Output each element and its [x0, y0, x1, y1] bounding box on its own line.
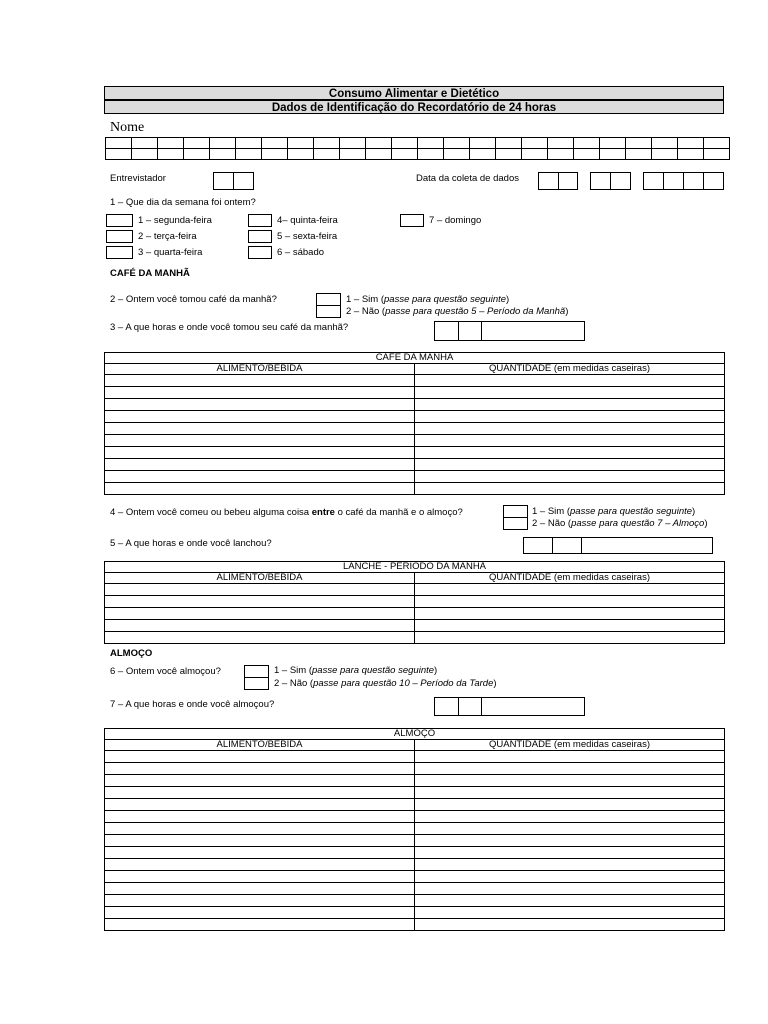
quantity-cell[interactable]: [415, 763, 725, 775]
q3-hour-box-1[interactable]: [434, 321, 459, 341]
table-row: [105, 411, 725, 423]
nome-cell[interactable]: [600, 149, 626, 160]
nome-cell[interactable]: [418, 149, 444, 160]
food-cell[interactable]: [105, 823, 415, 835]
quantity-cell[interactable]: [415, 584, 725, 596]
nome-cell[interactable]: [262, 138, 288, 149]
nome-cell[interactable]: [236, 149, 262, 160]
entrevistador-box-2[interactable]: [233, 172, 254, 190]
q6-checkbox-nao[interactable]: [244, 677, 269, 690]
quantity-cell[interactable]: [415, 823, 725, 835]
nome-cell[interactable]: [262, 149, 288, 160]
nome-cell[interactable]: [626, 138, 652, 149]
quantity-cell[interactable]: [415, 459, 725, 471]
nome-cell[interactable]: [210, 149, 236, 160]
nome-cell[interactable]: [132, 138, 158, 149]
food-cell[interactable]: [105, 859, 415, 871]
cafe-section-heading: CAFÉ DA MANHÃ: [110, 268, 190, 279]
quantity-cell[interactable]: [415, 919, 725, 931]
table-row: [105, 596, 725, 608]
nome-cell[interactable]: [496, 149, 522, 160]
table-row: [105, 751, 725, 763]
q1-checkbox-5[interactable]: [248, 230, 272, 243]
nome-cell[interactable]: [678, 138, 704, 149]
nome-cell[interactable]: [210, 138, 236, 149]
q7-text: 7 – A que horas e onde você almoçou?: [110, 699, 275, 710]
nome-cell[interactable]: [574, 138, 600, 149]
nome-cell[interactable]: [158, 149, 184, 160]
nome-cell[interactable]: [340, 138, 366, 149]
nome-cell[interactable]: [314, 149, 340, 160]
food-cell[interactable]: [105, 883, 415, 895]
q1-text: 1 – Que dia da semana foi ontem?: [110, 197, 256, 208]
quantity-cell[interactable]: [415, 483, 725, 495]
table-row: [105, 584, 725, 596]
nome-cell[interactable]: [652, 138, 678, 149]
quantity-cell[interactable]: [415, 787, 725, 799]
nome-grid: [105, 137, 730, 160]
nome-cell[interactable]: [600, 138, 626, 149]
quantity-cell[interactable]: [415, 811, 725, 823]
food-cell[interactable]: [105, 895, 415, 907]
q4-checkbox-nao[interactable]: [503, 517, 528, 530]
nome-cell[interactable]: [184, 149, 210, 160]
table-cafe-title: CAFÉ DA MANHÃ: [105, 353, 725, 364]
table-row: [105, 859, 725, 871]
table-row: [105, 907, 725, 919]
quantity-cell[interactable]: [415, 387, 725, 399]
quantity-cell[interactable]: [415, 859, 725, 871]
table-row: [105, 375, 725, 387]
q5-hour-box-2[interactable]: [552, 537, 582, 554]
quantity-cell[interactable]: [415, 447, 725, 459]
data-day-box-1[interactable]: [538, 172, 559, 190]
q7-place-box[interactable]: [481, 697, 585, 716]
table-row: [105, 435, 725, 447]
data-year-box-4[interactable]: [703, 172, 724, 190]
table-row: [105, 459, 725, 471]
nome-cell[interactable]: [392, 138, 418, 149]
table-lanche: [104, 561, 725, 644]
food-cell[interactable]: [105, 423, 415, 435]
quantity-cell[interactable]: [415, 895, 725, 907]
food-cell[interactable]: [105, 763, 415, 775]
table-row: [105, 471, 725, 483]
food-cell[interactable]: [105, 584, 415, 596]
table-row: [105, 423, 725, 435]
q7-hour-box-1[interactable]: [434, 697, 459, 716]
q4-option-nao: 2 – Não (passe para questão 7 – Almoço): [532, 518, 708, 529]
quantity-cell[interactable]: [415, 399, 725, 411]
food-cell[interactable]: [105, 775, 415, 787]
table-row: [105, 823, 725, 835]
nome-cell[interactable]: [626, 149, 652, 160]
quantity-cell[interactable]: [415, 799, 725, 811]
nome-cell[interactable]: [184, 138, 210, 149]
table-row: [105, 775, 725, 787]
nome-cell[interactable]: [652, 149, 678, 160]
q1-checkbox-2[interactable]: [106, 230, 133, 243]
nome-cell[interactable]: [444, 138, 470, 149]
q1-option-3: 3 – quarta-feira: [138, 247, 203, 258]
nome-cell[interactable]: [236, 138, 262, 149]
food-cell[interactable]: [105, 632, 415, 644]
food-cell[interactable]: [105, 435, 415, 447]
food-cell[interactable]: [105, 811, 415, 823]
food-cell[interactable]: [105, 387, 415, 399]
q5-place-box[interactable]: [581, 537, 713, 554]
nome-cell[interactable]: [704, 138, 730, 149]
nome-cell[interactable]: [366, 138, 392, 149]
data-year-box-2[interactable]: [663, 172, 684, 190]
data-day-box-2[interactable]: [558, 172, 578, 190]
q1-checkbox-1[interactable]: [106, 214, 133, 227]
q2-checkbox-nao[interactable]: [316, 305, 341, 318]
table-row: [105, 447, 725, 459]
quantity-cell[interactable]: [415, 847, 725, 859]
nome-cell[interactable]: [106, 138, 132, 149]
table-cafe: [104, 352, 725, 495]
nome-cell[interactable]: [548, 138, 574, 149]
quantity-cell[interactable]: [415, 411, 725, 423]
nome-cell[interactable]: [704, 149, 730, 160]
nome-cell[interactable]: [288, 149, 314, 160]
nome-cell[interactable]: [158, 138, 184, 149]
food-cell[interactable]: [105, 459, 415, 471]
quantity-cell[interactable]: [415, 632, 725, 644]
food-cell[interactable]: [105, 620, 415, 632]
food-cell[interactable]: [105, 751, 415, 763]
data-year-box-1[interactable]: [643, 172, 664, 190]
entrevistador-box-1[interactable]: [213, 172, 234, 190]
table-row: [105, 871, 725, 883]
nome-cell[interactable]: [548, 149, 574, 160]
table-lanche-col1: ALIMENTO/BEBIDA: [105, 573, 415, 584]
table-row: [105, 632, 725, 644]
table-row: [105, 799, 725, 811]
q2-text: 2 – Ontem você tomou café da manhã?: [110, 294, 277, 305]
q1-option-1: 1 – segunda-feira: [138, 215, 212, 226]
food-cell[interactable]: [105, 787, 415, 799]
quantity-cell[interactable]: [415, 471, 725, 483]
quantity-cell[interactable]: [415, 375, 725, 387]
food-cell[interactable]: [105, 871, 415, 883]
nome-cell[interactable]: [288, 138, 314, 149]
nome-cell[interactable]: [496, 138, 522, 149]
food-cell[interactable]: [105, 907, 415, 919]
table-row: [105, 895, 725, 907]
form-title: Consumo Alimentar e Dietético: [104, 86, 724, 100]
quantity-cell[interactable]: [415, 871, 725, 883]
form-subtitle: Dados de Identificação do Recordatório de 24 horas: [104, 100, 724, 114]
nome-label: Nome: [110, 120, 145, 135]
q3-text: 3 – A que horas e onde você tomou seu café da manhã?: [110, 322, 349, 333]
q4-text: 4 – Ontem você comeu ou bebeu alguma coisa entre o café da manhã e o almoço?: [110, 507, 463, 518]
nome-cell[interactable]: [340, 149, 366, 160]
q6-text: 6 – Ontem você almoçou?: [110, 666, 221, 677]
food-cell[interactable]: [105, 835, 415, 847]
table-row: [105, 387, 725, 399]
almoco-section-heading: ALMOÇO: [110, 648, 153, 659]
quantity-cell[interactable]: [415, 775, 725, 787]
food-cell[interactable]: [105, 411, 415, 423]
food-cell[interactable]: [105, 471, 415, 483]
q1-option-7: 7 – domingo: [429, 215, 482, 226]
q5-text: 5 – A que horas e onde você lanchou?: [110, 538, 272, 549]
food-cell[interactable]: [105, 799, 415, 811]
nome-cell[interactable]: [444, 149, 470, 160]
table-row: [105, 620, 725, 632]
table-row: [105, 483, 725, 495]
q4-option-sim: 1 – Sim (passe para questão seguinte): [532, 506, 696, 517]
table-row: [105, 919, 725, 931]
nome-cell[interactable]: [522, 149, 548, 160]
table-almoco: [104, 728, 725, 931]
quantity-cell[interactable]: [415, 620, 725, 632]
nome-cell[interactable]: [522, 138, 548, 149]
quantity-cell[interactable]: [415, 435, 725, 447]
nome-cell[interactable]: [392, 149, 418, 160]
nome-cell[interactable]: [132, 149, 158, 160]
q1-checkbox-7[interactable]: [400, 214, 424, 227]
data-month-box-1[interactable]: [590, 172, 611, 190]
q6-option-sim: 1 – Sim (passe para questão seguinte): [274, 665, 438, 676]
entrevistador-label: Entrevistador: [110, 173, 166, 184]
table-row: [105, 608, 725, 620]
food-cell[interactable]: [105, 608, 415, 620]
table-row: [105, 787, 725, 799]
food-cell[interactable]: [105, 919, 415, 931]
table-row: [105, 763, 725, 775]
q1-checkbox-6[interactable]: [248, 246, 272, 259]
food-cell[interactable]: [105, 447, 415, 459]
table-row: [105, 835, 725, 847]
food-cell[interactable]: [105, 399, 415, 411]
table-cafe-col2: QUANTIDADE (em medidas caseiras): [415, 364, 725, 375]
quantity-cell[interactable]: [415, 596, 725, 608]
data-coleta-label: Data da coleta de dados: [416, 173, 519, 184]
nome-cell[interactable]: [418, 138, 444, 149]
table-row: [105, 811, 725, 823]
table-almoco-col2: QUANTIDADE (em medidas caseiras): [415, 740, 725, 751]
table-lanche-title: LANCHE - PERÍODO DA MANHÃ: [105, 562, 725, 573]
nome-cell[interactable]: [470, 149, 496, 160]
q1-option-2: 2 – terça-feira: [138, 231, 197, 242]
quantity-cell[interactable]: [415, 883, 725, 895]
nome-cell[interactable]: [314, 138, 340, 149]
q3-place-box[interactable]: [481, 321, 585, 341]
q1-option-6: 6 – sábado: [277, 247, 325, 258]
quantity-cell[interactable]: [415, 423, 725, 435]
table-cafe-col1: ALIMENTO/BEBIDA: [105, 364, 415, 375]
data-month-box-2[interactable]: [610, 172, 631, 190]
table-row: [105, 847, 725, 859]
food-cell[interactable]: [105, 596, 415, 608]
q2-option-sim: 1 – Sim (passe para questão seguinte): [346, 294, 510, 305]
table-row: [105, 883, 725, 895]
q6-option-nao: 2 – Não (passe para questão 10 – Período da Tarde): [274, 678, 497, 689]
q2-option-nao: 2 – Não (passe para questão 5 – Período da Manhã): [346, 306, 569, 317]
food-cell[interactable]: [105, 375, 415, 387]
quantity-cell[interactable]: [415, 608, 725, 620]
q7-hour-box-2[interactable]: [458, 697, 482, 716]
quantity-cell[interactable]: [415, 835, 725, 847]
table-almoco-col1: ALIMENTO/BEBIDA: [105, 740, 415, 751]
food-cell[interactable]: [105, 847, 415, 859]
table-lanche-col2: QUANTIDADE (em medidas caseiras): [415, 573, 725, 584]
table-row: [105, 399, 725, 411]
q1-option-4: 4– quinta-feira: [277, 215, 338, 226]
table-almoco-title: ALMOÇO: [105, 729, 725, 740]
nome-cell[interactable]: [106, 149, 132, 160]
nome-cell[interactable]: [366, 149, 392, 160]
nome-cell[interactable]: [678, 149, 704, 160]
q5-hour-box-1[interactable]: [523, 537, 553, 554]
q1-checkbox-3[interactable]: [106, 246, 133, 259]
quantity-cell[interactable]: [415, 907, 725, 919]
nome-cell[interactable]: [574, 149, 600, 160]
data-year-box-3[interactable]: [683, 172, 704, 190]
q1-checkbox-4[interactable]: [248, 214, 272, 227]
q3-hour-box-2[interactable]: [458, 321, 482, 341]
quantity-cell[interactable]: [415, 751, 725, 763]
q1-option-5: 5 – sexta-feira: [277, 231, 338, 242]
nome-cell[interactable]: [470, 138, 496, 149]
food-cell[interactable]: [105, 483, 415, 495]
